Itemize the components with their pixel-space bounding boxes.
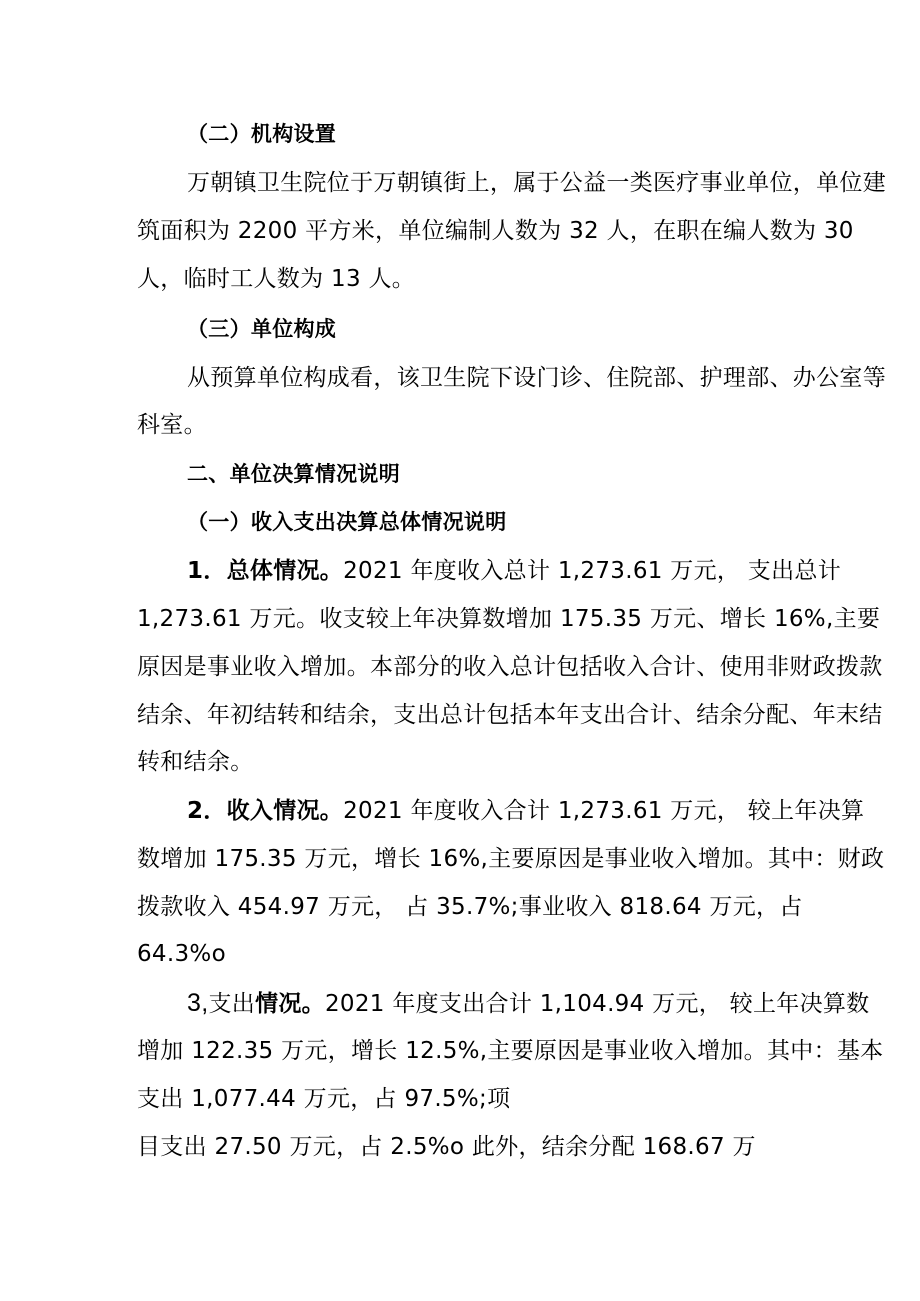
org-para-line-2: 筑面积为 2200 平方米，单位编制人数为 32 人，在职在编人数为 30	[137, 218, 854, 244]
unit-heading: （三）单位构成	[187, 317, 337, 341]
part2-sub-heading: （一）收入支出决算总体情况说明	[187, 510, 507, 534]
org-para-line-3: 人，临时工人数为 13 人。	[137, 266, 416, 292]
item2-line-1	[187, 796, 864, 826]
item2-line-3: 拨款收入 454.97 万元， 占 35.7%;事业收入 818.64 万元，占	[137, 894, 803, 920]
org-para-line-1: 万朝镇卫生院位于万朝镇街上，属于公益一类医疗事业单位，单位建	[187, 170, 886, 196]
item1-line-3: 原因是事业收入增加。本部分的收入总计包括收入合计、使用非财政拨款	[137, 654, 883, 680]
item2-line-1-rest: 2021 年度收入合计 1,273.61 万元， 较上年决算	[343, 798, 865, 824]
item3-lead-plain: 支出	[208, 991, 256, 1017]
part2-heading: 二、单位决算情况说明	[187, 462, 400, 486]
item2-line-2: 数增加 175.35 万元，增长 16%,主要原因是事业收入增加。其中：财政	[137, 846, 885, 872]
item1-line-4: 结余、年初结转和结余，支出总计包括本年支出合计、结余分配、年末结	[137, 702, 883, 728]
unit-para-line-2: 科室。	[137, 412, 207, 438]
item1-line-2: 1,273.61 万元。收支较上年决算数增加 175.35 万元、增长 16%,主要	[137, 606, 881, 632]
item1-line-1-rest: 2021 年度收入总计 1,273.61 万元， 支出总计	[343, 558, 842, 584]
unit-para-line-1: 从预算单位构成看，该卫生院下设门诊、住院部、护理部、办公室等	[187, 365, 886, 391]
item3-line-3: 支出 1,077.44 万元，占 97.5%;项	[137, 1086, 511, 1112]
item1-line-5: 转和结余。	[137, 749, 254, 775]
item3-line-1-rest: 2021 年度支出合计 1,104.94 万元， 较上年决算数	[324, 991, 870, 1017]
item3-lead-number: 3,	[187, 989, 209, 1017]
org-heading: （二）机构设置	[187, 122, 337, 146]
item3-line-4: 目支出 27.50 万元，占 2.5%o 此外，结余分配 168.67 万	[137, 1134, 756, 1160]
item3-line-2: 增加 122.35 万元，增长 12.5%,主要原因是事业收入增加。其中：基本	[137, 1038, 884, 1064]
item3-line-1	[187, 988, 869, 1019]
item2-line-4: 64.3%o	[137, 941, 226, 967]
item1-line-1	[187, 556, 841, 586]
item2-lead: 2．收入情况。	[187, 798, 344, 824]
item1-lead: 1．总体情况。	[187, 558, 344, 584]
item3-lead-bold: 情况。	[255, 991, 325, 1017]
